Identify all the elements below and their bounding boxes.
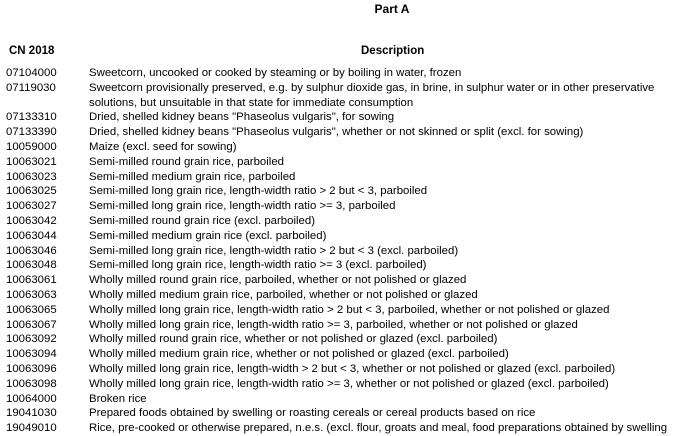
description-line: Sweetcorn, uncooked or cooked by steaming or by boiling in water, frozen (89, 67, 462, 79)
cn-code: 07104000 (6, 67, 57, 79)
description-line: Maize (excl. seed for sowing) (89, 140, 237, 153)
table-row (0, 229, 700, 244)
description (89, 347, 509, 362)
description (89, 110, 394, 125)
description-line: Wholly milled round grain rice, parboiled, whether or not polished or glazed (89, 274, 467, 287)
table-row (0, 81, 700, 111)
description (89, 140, 237, 155)
cn-code: 10063061 (6, 274, 57, 287)
description-line: Wholly milled long grain rice, length-width ratio >= 3, parboiled, whether or not polished or glazed (89, 318, 578, 331)
description-line: Semi-milled medium grain rice, parboiled (89, 170, 296, 183)
cn-code: 10063044 (6, 229, 57, 242)
column-header-description: Description (361, 45, 425, 57)
description (89, 229, 326, 244)
description (89, 81, 654, 111)
cn-code: 07119030 (6, 81, 56, 94)
description (89, 273, 466, 288)
cn-code: 10063096 (6, 362, 57, 375)
cn-code: 10063092 (6, 333, 57, 346)
description-line: Dried, shelled kidney beans "Phaseolus vulgaris", whether or not skinned or split (excl. for sowing) (89, 126, 584, 139)
cn-code: 10063098 (6, 377, 57, 390)
table-row (0, 199, 700, 214)
description (89, 392, 147, 407)
cn-code: 10063046 (6, 244, 57, 257)
part-title: Part A (374, 2, 410, 16)
table-row (0, 273, 700, 288)
cn-code: 07133310 (6, 111, 57, 124)
description (89, 377, 609, 392)
description (89, 258, 426, 273)
table-row (0, 244, 700, 259)
description (89, 318, 578, 333)
cn-code: 10063027 (6, 200, 57, 213)
table-row (0, 288, 700, 303)
table-row (0, 184, 700, 199)
description-line: Wholly milled medium grain rice, parboiled, whether or not polished or glazed (89, 288, 478, 301)
description (89, 125, 583, 140)
description (89, 288, 478, 303)
description (89, 303, 609, 318)
table-row (0, 362, 700, 377)
description (89, 155, 284, 170)
table-row (0, 347, 700, 362)
cn-code: 10063048 (6, 259, 57, 272)
cn-code: 10063067 (6, 318, 57, 331)
description-line: Semi-milled long grain rice, length-width ratio >= 3 (excl. parboiled) (89, 259, 427, 272)
table-row (0, 214, 700, 229)
description (89, 170, 295, 185)
description-line: solutions, but unsuitable in that state for immediate consumption (89, 96, 414, 109)
table-row (0, 110, 700, 125)
description-line: Semi-milled round grain rice, parboiled (89, 155, 284, 168)
description-line: Semi-milled medium grain rice (excl. parboiled) (89, 229, 327, 242)
table-row (0, 377, 700, 392)
cn-code: 19049010 (6, 422, 57, 435)
table-row (0, 258, 700, 273)
cn-code: 10063094 (6, 348, 57, 361)
cn-code: 10064000 (6, 392, 57, 405)
table-row (0, 303, 700, 318)
description-line: Semi-milled round grain rice (excl. parboiled) (89, 214, 316, 227)
description-line: Wholly milled round grain rice, whether or not polished or glazed (excl. parboiled) (89, 333, 498, 346)
cn-code: 19041030 (6, 407, 57, 420)
description (89, 332, 497, 347)
column-header-code: CN 2018 (9, 45, 55, 57)
tariff-table (0, 66, 700, 436)
table-row (0, 125, 700, 140)
description (89, 421, 667, 436)
table-row (0, 318, 700, 333)
table-row (0, 332, 700, 347)
description (89, 184, 427, 199)
description-line: Broken rice (89, 392, 147, 405)
cn-code: 10063023 (6, 170, 57, 183)
description (89, 244, 458, 259)
description-line: Wholly milled medium grain rice, whether or not polished or glazed (excl. parboiled) (89, 348, 509, 361)
description-line: Wholly milled long grain rice, length-width ratio >= 3, whether or not polished or glazed (excl. parboiled) (89, 377, 609, 390)
cn-code: 07133390 (6, 126, 57, 139)
description-line: Rice, pre-cooked or otherwise prepared, n.e.s. (excl. flour, groats and meal, food preparations obtained by swelling (89, 422, 668, 435)
description-line: Prepared foods obtained by swelling or roasting cereals or cereal products based on rice (89, 407, 536, 420)
table-row (0, 392, 700, 407)
cn-code: 10059000 (6, 140, 57, 153)
cn-code: 10063063 (6, 288, 57, 301)
description-line: Dried, shelled kidney beans "Phaseolus vulgaris", for sowing (89, 111, 395, 124)
cn-code: 10063042 (6, 214, 57, 227)
table-row (0, 170, 700, 185)
table-row (0, 155, 700, 170)
description-line: Wholly milled long grain rice, length-width ratio > 2 but < 3, parboiled, whether or not polished or glazed (89, 303, 610, 316)
description (89, 199, 395, 214)
cn-code: 10063021 (6, 155, 57, 168)
table-row (0, 66, 700, 81)
table-row (0, 421, 700, 436)
cn-code: 10063025 (6, 185, 57, 198)
description-line: Semi-milled long grain rice, length-width ratio >= 3, parboiled (89, 200, 396, 213)
description-line: Wholly milled long grain rice, length-width > 2 but < 3, whether or not polished or glazed (excl. parboiled) (89, 362, 616, 375)
description (89, 362, 615, 377)
cn-code: 10063065 (6, 303, 57, 316)
description (89, 214, 315, 229)
description (89, 66, 461, 81)
description-line: Sweetcorn provisionally preserved, e.g. by sulphur dioxide gas, in brine, in sulphur water or in other preservative (89, 81, 655, 94)
description-line: Semi-milled long grain rice, length-width ratio > 2 but < 3, parboiled (89, 185, 428, 198)
description-line: Semi-milled long grain rice, length-width ratio > 2 but < 3 (excl. parboiled) (89, 244, 459, 257)
table-row (0, 140, 700, 155)
